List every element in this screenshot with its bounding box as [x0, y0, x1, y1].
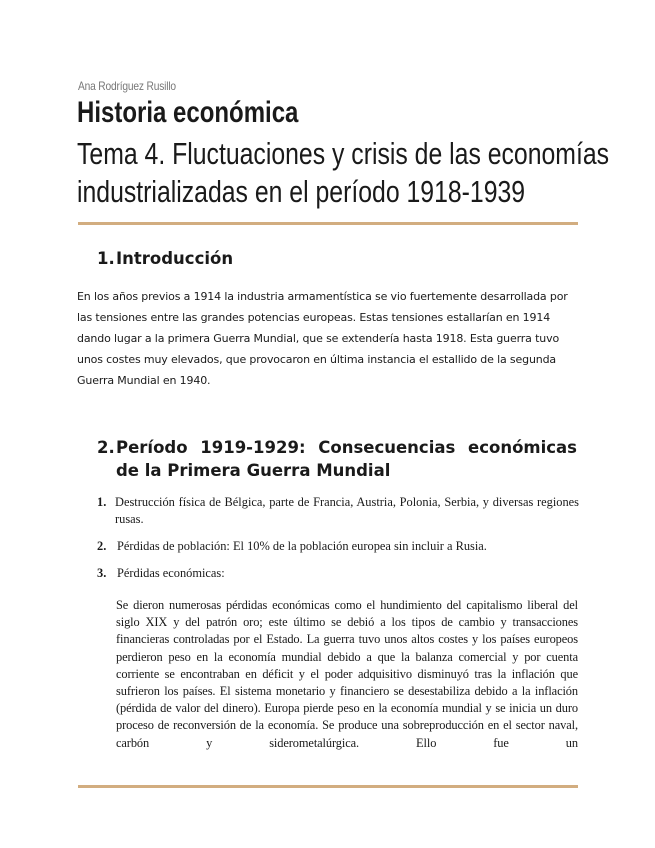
list-item [97, 565, 579, 582]
consequences-list [97, 494, 579, 582]
bottom-divider [78, 785, 578, 788]
list-item-number: 3. [97, 566, 107, 580]
section-heading-period [97, 436, 577, 482]
author-name: Ana Rodríguez Rusillo [78, 79, 176, 93]
list-item-text: Pérdidas económicas: [117, 566, 225, 580]
list-item-text: Destrucción física de Bélgica, parte de Francia, Austria, Polonia, Serbia, y diversas regiones rusas. [115, 495, 579, 526]
list-item [97, 494, 579, 528]
document-subtitle [77, 135, 609, 211]
list-item-number: 2. [97, 539, 107, 553]
top-divider [78, 222, 578, 225]
list-item-number: 1. [97, 495, 107, 509]
section-title: Introducción [116, 249, 234, 268]
section-title: Período 1919-1929: Consecuencias económicas de la Primera Guerra Mundial [116, 438, 577, 480]
subtitle-line-1: Tema 4. Fluctuaciones y crisis de las economías [77, 136, 610, 171]
list-item-text: Pérdidas de población: El 10% de la población europea sin incluir a Rusia. [117, 539, 487, 553]
section-number: 2. [97, 438, 115, 457]
subtitle-line-2: industrializadas en el período 1918-1939 [77, 174, 526, 209]
intro-paragraph: En los años previos a 1914 la industria armamentística se vio fuertemente desarrollada por las tensiones entre las grandes potencias europeas. Estas tensiones estallarían en 1914 dando lugar a la primera Guerra Mundial, que se extendería hasta 1918. Esta guerra tuvo unos costes muy elevados, que provocaron en última instancia el estallido de la segunda Guerra Mundial en 1940. [77, 290, 568, 387]
economic-losses-paragraph: Se dieron numerosas pérdidas económicas como el hundimiento del capitalismo liberal del siglo XIX y del patrón oro; este último se debió a los tipos de cambio y transacciones financieras controladas por el Estado. La guerra tuvo unos altos costes y los países europeos perdieron peso en la economía mundial debido a que la balanza comercial y por cuenta corriente se encontraban en déficit y el poder adquisitivo disminuyó tras la inflación que sufrieron los países. El sistema monetario y financiero se desestabiliza debido a la inflación (pérdida de valor del dinero). Europa pierde peso en la economía mundial y se inicia un duro proceso de reconversión de la economía. Se produce una sobreproducción en el sector naval, carbón y siderometalúrgica. Ello fue un [116, 598, 578, 750]
document-title: Historia económica [77, 96, 299, 129]
section-number: 1. [97, 249, 115, 268]
list-item [97, 538, 579, 555]
section-heading-introduction [97, 247, 233, 270]
